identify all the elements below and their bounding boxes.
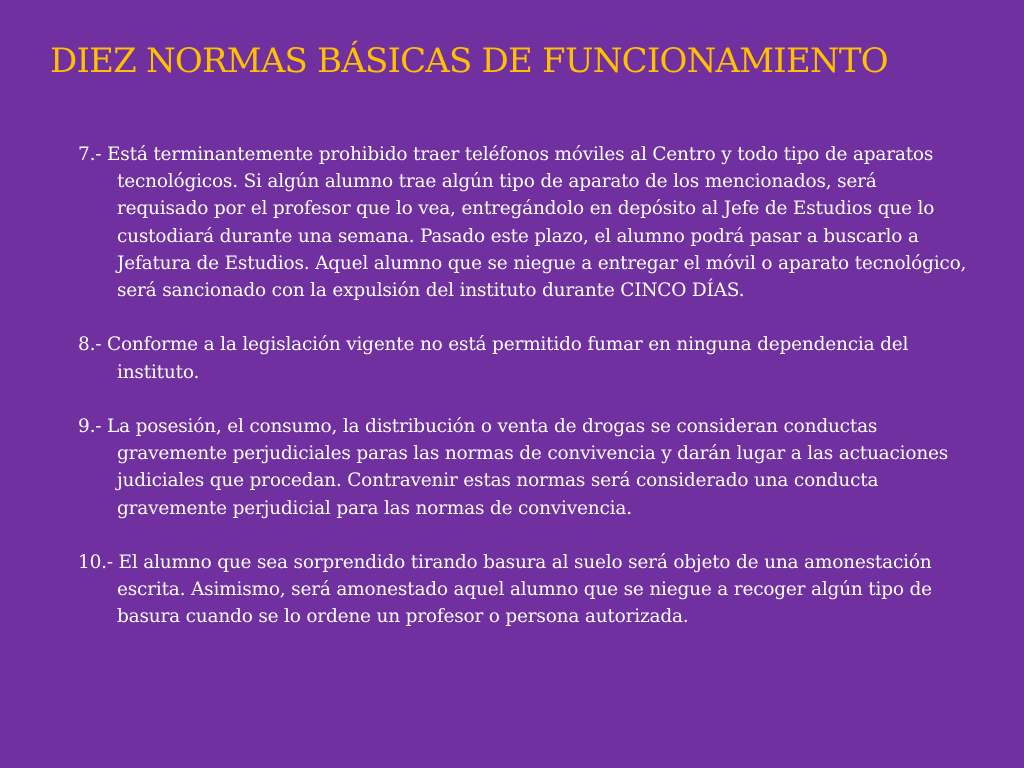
rule-7: 7.- Está terminantemente prohibido traer teléfonos móviles al Centro y todo tipo de aparatos tecnológicos. Si algún alumno trae algún tipo de aparato de los mencionados, será requisado por el profesor que lo vea, entregándolo en depósito al Jefe de Estudios que lo custodiará durante una semana. Pasado este plazo, el alumno podrá pasar a buscarlo a Jefatura de Estudios. Aquel alumno que se niegue a entregar el móvil o aparato tecnológico, será sancionado con la expulsión del instituto durante CINCO DÍAS. [78,144,967,302]
slide-title: DIEZ NORMAS BÁSICAS DE FUNCIONAMIENTO [50,41,888,81]
rules-list [78,141,970,631]
rule-8: 8.- Conforme a la legislación vigente no está permitido fumar en ninguna dependencia del instituto. [78,334,909,383]
rule-9: 9.- La posesión, el consumo, la distribución o venta de drogas se consideran conductas gravemente perjudiciales paras las normas de convivencia y darán lugar a las actuaciones judiciales que procedan. Contravenir estas normas será considerado una conducta gravemente perjudicial para las normas de convivencia. [78,416,949,519]
rule-10: 10.- El alumno que sea sorprendido tirando basura al suelo será objeto de una amonestación escrita. Asimismo, será amonestado aquel alumno que se niegue a recoger algún tipo de basura cuando se lo ordene un profesor o persona autorizada. [78,552,932,628]
